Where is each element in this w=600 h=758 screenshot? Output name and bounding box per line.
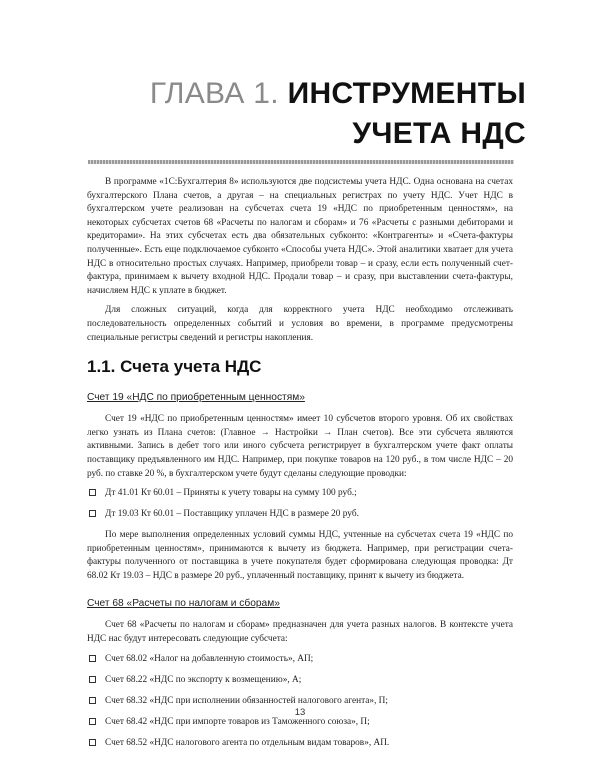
subaccount-text: Счет 68.52 «НДС налогового агента по отдельным видам товаров», АП. [105,737,390,748]
checkbox-bullet-icon [89,697,96,704]
entry-text: Дт 41.01 Кт 60.01 – Приняты к учету товары на сумму 100 руб.; [105,488,357,499]
intro-paragraph-2: Для сложных ситуаций, когда для корректного учета НДС необходимо отслеживать последовательность определенных событий и условия во времени, в программе предусмотрены специальные регистры сведений и регистры накопления. [87,305,513,343]
checkbox-bullet-icon [89,739,96,746]
checkbox-bullet-icon [89,510,96,517]
chapter-heading [86,74,526,154]
checkbox-bullet-icon [89,676,96,683]
account-19-paragraph-1: Счет 19 «НДС по приобретенным ценностям» имеет 10 субсчетов второго уровня. Об их свойствах легко узнать из Плана счетов: (Главное → Настройки → План счетов). Все эти субсчета являются активными. Запись в дебет того или иного субсчета регистрирует в бухгалтерском учете факт оплаты поставщику предъявленного им НДС. Например, при покупке товаров на 120 руб., в том числе НДС – 20 руб. по ставке 20 %, в бухгалтерском учете будут сделаны следующие проводки: [87,414,513,479]
list-item [87,737,513,750]
chapter-title-line2: УЧЕТА НДС [352,117,526,150]
account-19-paragraph-2: По мере выполнения определенных условий суммы НДС, учтенные на субсчетах счета 19 «НДС по приобретенным ценностям», принимаются к вычету из бюджета. Например, при регистрации счета-фактуры полученного от поставщика в учете покупателя будет сформирована следующая проводка: Дт 68.02 Кт 19.03 – НДС в размере 20 руб., уплаченный поставщику, принят к вычету из бюджета. [87,530,513,581]
checkbox-bullet-icon [89,655,96,662]
account-19-heading: Счет 19 «НДС по приобретенным ценностям» [87,392,305,404]
page-content [87,176,513,758]
chapter-title-line1: ИНСТРУМЕНТЫ [287,77,526,110]
list-item [87,508,513,521]
chapter-divider [88,160,514,164]
subaccount-text: Счет 68.32 «НДС при исполнении обязанностей налогового агента», П; [105,695,388,706]
account-68-paragraph-1: Счет 68 «Расчеты по налогам и сборам» предназначен для учета разных налогов. В контексте учета НДС нас будут интересовать следующие субсчета: [87,620,513,645]
chapter-label: ГЛАВА 1. [149,77,279,110]
list-item [87,653,513,666]
checkbox-bullet-icon [89,718,96,725]
list-item [87,487,513,500]
subaccount-text: Счет 68.02 «Налог на добавленную стоимость», АП; [105,653,314,664]
intro-paragraph-1: В программе «1С:Бухгалтерия 8» используются две подсистемы учета НДС. Одна основана на счетах бухгалтерского Плана счетов, а другая – на специальных регистрах по учету НДС. Учет НДС в бухгалтерском учете реализован на субсчетах счета 19 «НДС по приобретенным ценностям», на некоторых субсчетах счетов 68 «Расчеты по налогам и сборам» и 76 «Расчеты с разными дебиторами и кредиторами». На этих субсчетах есть два обязательных субконто: «Контрагенты» и «Счета-фактуры полученные». Есть еще подключаемое субконто «Способы учета НДС». Этой аналитики хватает для учета НДС в относительно простых случаях. Например, приобрели товар – и сразу, если есть полученный счет-фактура, принимаем к вычету входной НДС. Продали товар – и сразу, при выставлении счета-фактуры, начисляем НДС к уплате в бюджет. [87,177,513,296]
list-item [87,695,513,708]
section-title: 1.1. Счета учета НДС [87,357,262,377]
page-number: 13 [294,707,306,718]
checkbox-bullet-icon [89,489,96,496]
account-19-entries-list [87,487,513,521]
account-68-heading: Счет 68 «Расчеты по налогам и сборам» [87,598,280,610]
subaccount-text: Счет 68.22 «НДС по экспорту к возмещению», А; [105,674,302,685]
account-68-subaccounts-list [87,653,513,750]
list-item [87,674,513,687]
subaccount-text: Счет 68.42 «НДС при импорте товаров из Таможенного союза», П; [105,716,370,727]
entry-text: Дт 19.03 Кт 60.01 – Поставщику уплачен НДС в размере 20 руб. [105,509,359,520]
